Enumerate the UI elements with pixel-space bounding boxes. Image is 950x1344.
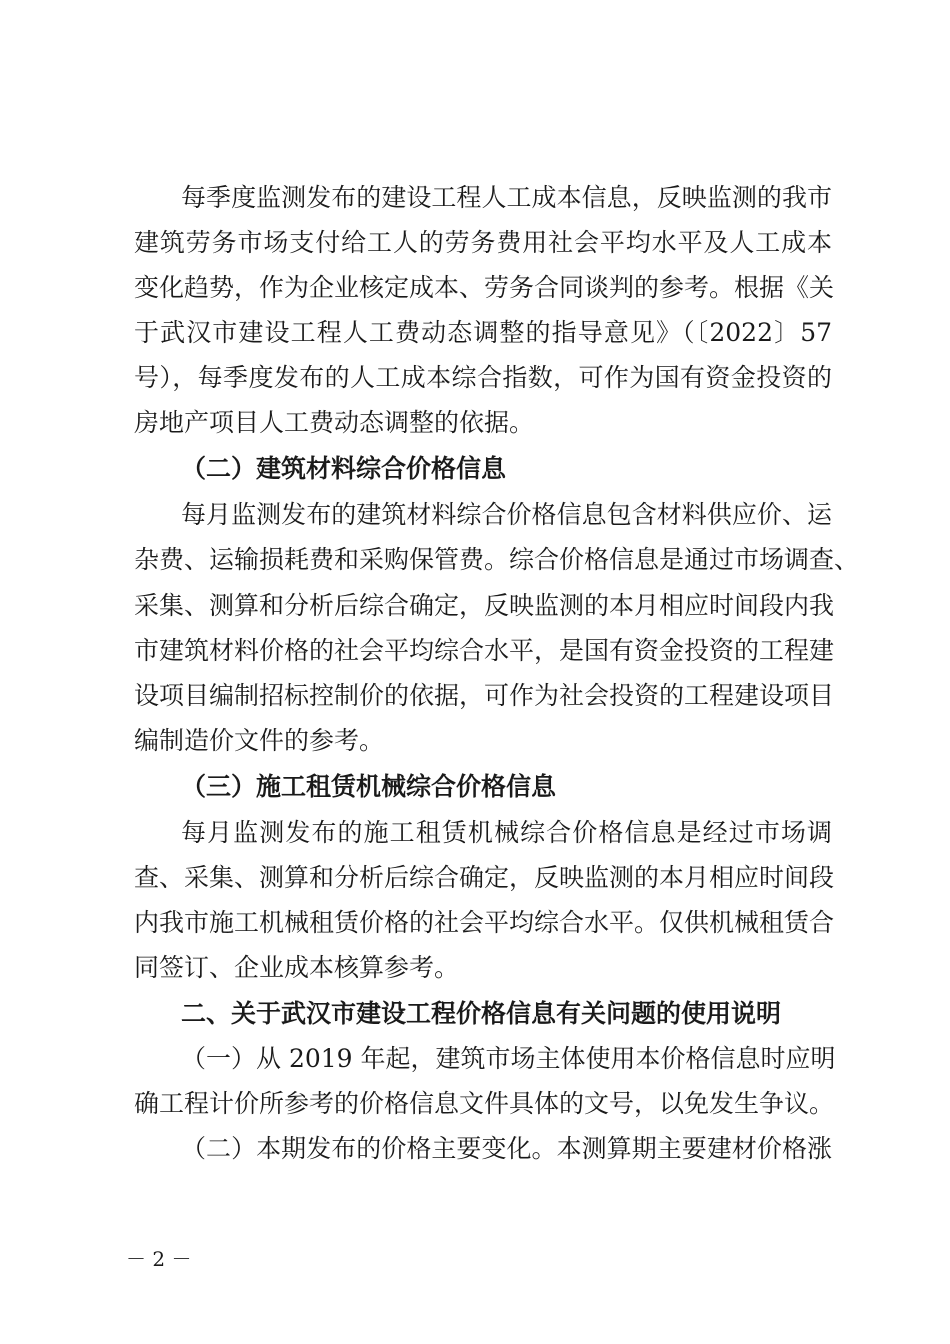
paragraph-5-line-1: （二）本期发布的价格主要变化。本测算期主要建材价格涨 — [181, 1134, 832, 1163]
paragraph-4-line-1: （一）从 2019 年起，建筑市场主体使用本价格信息时应明 — [181, 1044, 836, 1073]
paragraph-3-line-4: 同签订、企业成本核算参考。 — [134, 953, 460, 982]
paragraph-1-line-2: 建筑劳务市场支付给工人的劳务费用社会平均水平及人工成本 — [134, 228, 832, 257]
paragraph-2-line-3: 采集、测算和分析后综合确定，反映监测的本月相应时间段内我 — [134, 591, 835, 620]
paragraph-1-line-1: 每季度监测发布的建设工程人工成本信息，反映监测的我市 — [181, 183, 832, 212]
paragraph-2-line-4: 市建筑材料价格的社会平均综合水平，是国有资金投资的工程建 — [134, 636, 835, 665]
paragraph-2-line-6: 编制造价文件的参考。 — [134, 726, 385, 755]
heading-building-materials: （二）建筑材料综合价格信息 — [181, 454, 507, 483]
paragraph-1-line-4: 于武汉市建设工程人工费动态调整的指导意见》（〔2022〕57 — [134, 318, 832, 347]
paragraph-1-line-5: 号），每季度发布的人工成本综合指数，可作为国有资金投资的 — [134, 363, 832, 392]
paragraph-2-line-2: 杂费、运输损耗费和采购保管费。综合价格信息是通过市场调查、 — [134, 545, 860, 574]
paragraph-4-line-2: 确工程计价所参考的价格信息文件具体的文号，以免发生争议。 — [134, 1089, 835, 1118]
paragraph-3-line-3: 内我市施工机械租赁价格的社会平均综合水平。仅供机械租赁合 — [134, 908, 835, 937]
page-number: － 2 － — [126, 1247, 192, 1271]
section-2-title: 二、关于武汉市建设工程价格信息有关问题的使用说明 — [181, 999, 782, 1028]
paragraph-2-line-1: 每月监测发布的建筑材料综合价格信息包含材料供应价、运 — [181, 500, 832, 529]
paragraph-2-line-5: 设项目编制招标控制价的依据，可作为社会投资的工程建设项目 — [134, 681, 835, 710]
paragraph-1-line-3: 变化趋势，作为企业核定成本、劳务合同谈判的参考。根据《关 — [134, 273, 835, 302]
heading-rental-machinery: （三）施工租赁机械综合价格信息 — [181, 772, 557, 801]
paragraph-3-line-1: 每月监测发布的施工租赁机械综合价格信息是经过市场调 — [181, 818, 832, 847]
paragraph-3-line-2: 查、采集、测算和分析后综合确定，反映监测的本月相应时间段 — [134, 863, 835, 892]
paragraph-1-line-6: 房地产项目人工费动态调整的依据。 — [134, 408, 535, 437]
